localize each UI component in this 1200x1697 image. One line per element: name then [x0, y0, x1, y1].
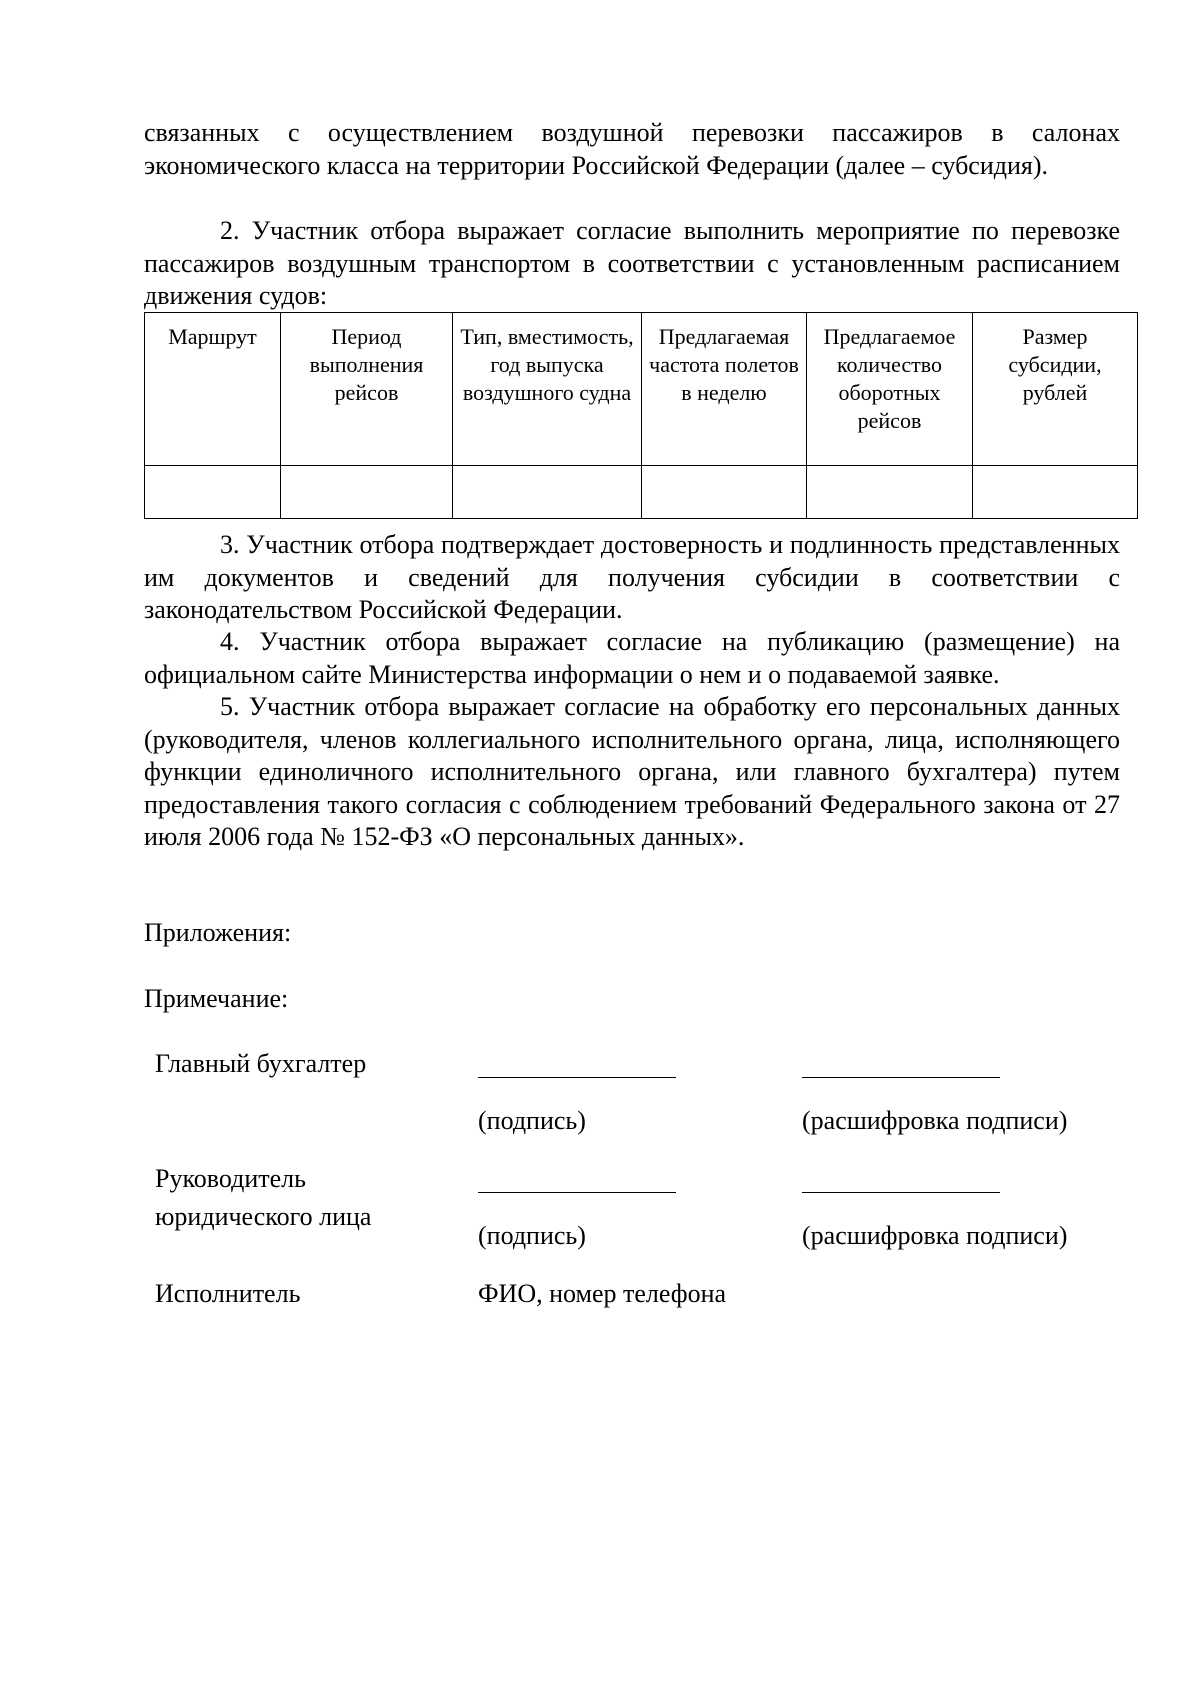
header-round-trips: Предлагаемое количество оборотных рейсов — [807, 313, 973, 466]
header-frequency: Предлагаемая частота полетов в неделю — [642, 313, 807, 466]
decode-caption: (расшифровка подписи) — [802, 1106, 1068, 1135]
header-period: Период выполнения рейсов — [281, 313, 453, 466]
chief-accountant-label: Главный бухгалтер — [155, 1049, 367, 1078]
table-cell — [281, 466, 453, 519]
signature-caption: (подпись) — [478, 1221, 586, 1250]
chief-accountant-decode-line — [802, 1077, 1000, 1078]
paragraph-5: 5. Участник отбора выражает согласие на обработку его персональных данных (руководителя, членов коллегиального исполнительного органа, лица, исполняющего функции единоличного исполнительного органа, или главного бухгалтера) путем предоставления такого согласия с соблюдением требований Федерального закона от 27 июля 2006 года № 152-ФЗ «О персональных данных». — [144, 692, 1120, 851]
executor-value: ФИО, номер телефона — [478, 1279, 727, 1308]
table-cell — [807, 466, 973, 519]
chief-accountant-signature-line — [478, 1077, 676, 1078]
table-cell — [453, 466, 642, 519]
paragraph-1: связанных с осуществлением воздушной перевозки пассажиров в салонах экономического класса на территории Российской Федерации (далее – субсидия). — [144, 118, 1120, 180]
head-label-line2: юридического лица — [155, 1202, 372, 1231]
table-cell — [642, 466, 807, 519]
head-signature-line — [478, 1192, 676, 1193]
header-aircraft-type: Тип, вместимость, год выпуска воздушного судна — [453, 313, 642, 466]
paragraph-3: 3. Участник отбора подтверждает достоверность и подлинность представленных им документов и сведений для получения субсидии в соответствии с законодательством Российской Федерации. — [144, 530, 1120, 624]
paragraph-4: 4. Участник отбора выражает согласие на публикацию (размещение) на официальном сайте Министерства информации о нем и о подаваемой заявке. — [144, 627, 1120, 689]
table-cell — [145, 466, 281, 519]
decode-caption: (расшифровка подписи) — [802, 1221, 1068, 1250]
header-subsidy-amount: Размер субсидии, рублей — [973, 313, 1138, 466]
schedule-table — [144, 312, 1138, 519]
paragraph-2: 2. Участник отбора выражает согласие выполнить мероприятие по перевозке пассажиров воздушным транспортом в соответствии с установленным расписанием движения судов: — [144, 216, 1120, 310]
head-label-line1: Руководитель — [155, 1164, 306, 1193]
table-row — [145, 466, 1138, 519]
table-cell — [973, 466, 1138, 519]
table-header-row — [145, 313, 1138, 466]
executor-label: Исполнитель — [155, 1279, 301, 1308]
note-label: Примечание: — [144, 984, 289, 1013]
header-route: Маршрут — [145, 313, 281, 466]
signature-caption: (подпись) — [478, 1106, 586, 1135]
attachments-label: Приложения: — [144, 918, 292, 947]
head-decode-line — [802, 1192, 1000, 1193]
